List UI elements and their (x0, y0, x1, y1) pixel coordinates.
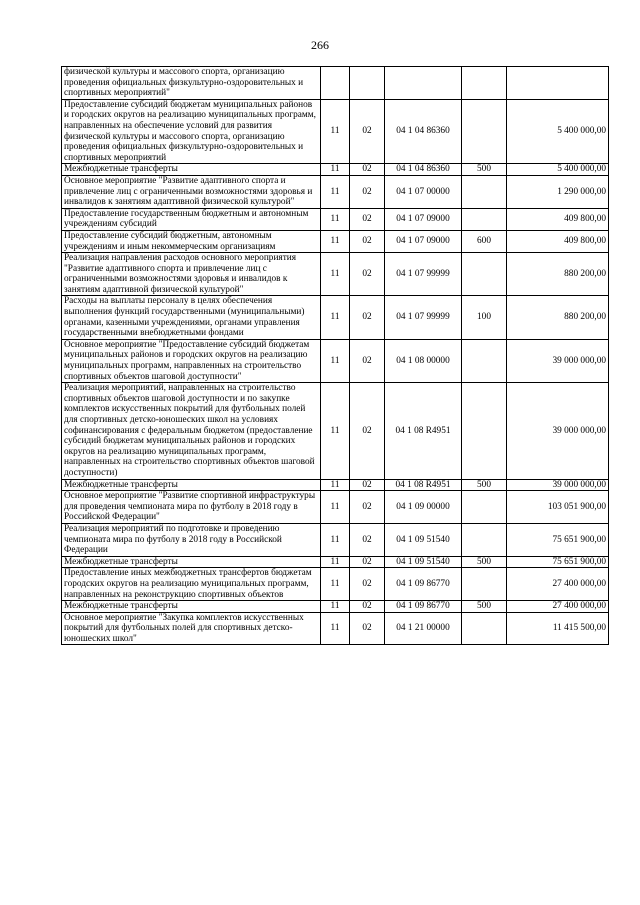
cell-expense-type: 500 (462, 479, 507, 491)
cell-name: Межбюджетные трансферты (62, 479, 321, 491)
cell-name: Основное мероприятие "Развитие спортивной инфраструктуры для проведения чемпионата мира по футболу в 2018 году в Российской Федерации" (62, 491, 321, 524)
cell-expense-type (462, 568, 507, 601)
cell-subsection: 02 (350, 612, 385, 645)
cell-section: 11 (321, 383, 350, 479)
cell-amount: 5 400 000,00 (507, 164, 609, 176)
cell-name: Основное мероприятие "Развитие адаптивного спорта и привлечение лиц с ограниченными возможностями здоровья и инвалидов к занятиям адаптивной физической культурой" (62, 175, 321, 208)
cell-amount: 103 051 900,00 (507, 491, 609, 524)
cell-section: 11 (321, 175, 350, 208)
cell-amount: 27 400 000,00 (507, 601, 609, 613)
cell-subsection: 02 (350, 208, 385, 230)
cell-amount: 409 800,00 (507, 230, 609, 252)
cell-section: 11 (321, 253, 350, 296)
cell-amount: 39 000 000,00 (507, 383, 609, 479)
cell-subsection: 02 (350, 479, 385, 491)
cell-name: физической культуры и массового спорта, организацию проведения официальных физкультурно-оздоровительных и спортивных мероприятий" (62, 67, 321, 100)
cell-section: 11 (321, 491, 350, 524)
cell-expense-type: 500 (462, 556, 507, 568)
cell-amount: 1 290 000,00 (507, 175, 609, 208)
cell-target-item: 04 1 09 51540 (385, 523, 462, 556)
cell-subsection: 02 (350, 383, 385, 479)
cell-expense-type (462, 612, 507, 645)
cell-subsection: 02 (350, 568, 385, 601)
cell-section: 11 (321, 339, 350, 382)
cell-target-item (385, 67, 462, 100)
cell-amount: 39 000 000,00 (507, 479, 609, 491)
table-row (62, 339, 609, 382)
cell-amount (507, 67, 609, 100)
cell-expense-type (462, 99, 507, 164)
cell-expense-type: 100 (462, 296, 507, 339)
cell-target-item: 04 1 08 00000 (385, 339, 462, 382)
cell-subsection: 02 (350, 296, 385, 339)
cell-section (321, 67, 350, 100)
cell-target-item: 04 1 07 09000 (385, 230, 462, 252)
cell-subsection: 02 (350, 164, 385, 176)
cell-name: Основное мероприятие "Предоставление субсидий бюджетам муниципальных районов и городских округов на реализацию муниципальных программ, направленных на строительство спортивных объектов шаговой доступности" (62, 339, 321, 382)
cell-section: 11 (321, 523, 350, 556)
cell-amount: 409 800,00 (507, 208, 609, 230)
cell-section: 11 (321, 296, 350, 339)
table-row (62, 67, 609, 100)
table-row (62, 612, 609, 645)
cell-name: Расходы на выплаты персоналу в целях обеспечения выполнения функций государственными (муниципальными) органами, казенными учреждениями, органами управления государственными внебюджетными фондами (62, 296, 321, 339)
cell-section: 11 (321, 601, 350, 613)
cell-expense-type: 600 (462, 230, 507, 252)
table-row (62, 491, 609, 524)
cell-target-item: 04 1 09 86770 (385, 601, 462, 613)
cell-target-item: 04 1 09 51540 (385, 556, 462, 568)
cell-amount: 39 000 000,00 (507, 339, 609, 382)
budget-table (61, 66, 609, 645)
cell-section: 11 (321, 612, 350, 645)
cell-target-item: 04 1 07 00000 (385, 175, 462, 208)
cell-name: Предоставление субсидий бюджетам муниципальных районов и городских округов на реализацию муниципальных программ, направленных на обеспечение условий для развития физической культуры и массового спорта, организацию проведения официальных физкультурно-оздоровительных и спортивных мероприятий (62, 99, 321, 164)
cell-expense-type (462, 383, 507, 479)
cell-target-item: 04 1 04 86360 (385, 99, 462, 164)
cell-name: Предоставление иных межбюджетных трансфертов бюджетам городских округов на реализацию муниципальных программ, направленных на реконструкцию спортивных объектов (62, 568, 321, 601)
table-row (62, 383, 609, 479)
cell-name: Межбюджетные трансферты (62, 164, 321, 176)
cell-subsection: 02 (350, 253, 385, 296)
cell-section: 11 (321, 556, 350, 568)
cell-subsection: 02 (350, 601, 385, 613)
cell-expense-type: 500 (462, 164, 507, 176)
page-number: 266 (311, 38, 329, 52)
table-row (62, 556, 609, 568)
cell-target-item: 04 1 07 99999 (385, 253, 462, 296)
cell-subsection: 02 (350, 523, 385, 556)
table-row (62, 479, 609, 491)
cell-subsection: 02 (350, 556, 385, 568)
cell-section: 11 (321, 164, 350, 176)
cell-name: Реализация мероприятий по подготовке и проведению чемпионата мира по футболу в 2018 году в Российской Федерации (62, 523, 321, 556)
cell-expense-type (462, 67, 507, 100)
cell-target-item: 04 1 09 86770 (385, 568, 462, 601)
cell-subsection: 02 (350, 491, 385, 524)
table-row (62, 296, 609, 339)
cell-section: 11 (321, 479, 350, 491)
cell-name: Межбюджетные трансферты (62, 601, 321, 613)
table-row (62, 208, 609, 230)
cell-name: Реализация направления расходов основного мероприятия "Развитие адаптивного спорта и привлечение лиц с ограниченными возможностями здоровья и инвалидов к занятиям адаптивной физической культурой" (62, 253, 321, 296)
table-row (62, 175, 609, 208)
cell-expense-type (462, 175, 507, 208)
table-body (62, 67, 609, 645)
cell-subsection: 02 (350, 339, 385, 382)
cell-amount: 27 400 000,00 (507, 568, 609, 601)
table-row (62, 164, 609, 176)
table-row (62, 99, 609, 164)
cell-subsection: 02 (350, 230, 385, 252)
cell-subsection (350, 67, 385, 100)
cell-name: Предоставление субсидий бюджетным, автономным учреждениям и иным некоммерческим организациям (62, 230, 321, 252)
cell-section: 11 (321, 208, 350, 230)
cell-name: Предоставление государственным бюджетным и автономным учреждениям субсидий (62, 208, 321, 230)
table-row (62, 523, 609, 556)
cell-expense-type (462, 253, 507, 296)
cell-name: Реализация мероприятий, направленных на строительство спортивных объектов шаговой доступности и по закупке комплектов искусственных покрытий для футбольных полей для спортивных детско-юношеских школ на условиях софинансирования с федеральным бюджетом (предоставление субсидий бюджетам муниципальных районов и городских округов на реализацию муниципальных программ, направленных на строительство спортивных объектов шаговой доступности) (62, 383, 321, 479)
cell-amount: 880 200,00 (507, 253, 609, 296)
cell-target-item: 04 1 07 09000 (385, 208, 462, 230)
cell-amount: 5 400 000,00 (507, 99, 609, 164)
cell-expense-type (462, 339, 507, 382)
table-row (62, 601, 609, 613)
cell-section: 11 (321, 568, 350, 601)
table-row (62, 230, 609, 252)
cell-subsection: 02 (350, 99, 385, 164)
cell-expense-type (462, 208, 507, 230)
cell-name: Межбюджетные трансферты (62, 556, 321, 568)
table-row (62, 253, 609, 296)
cell-amount: 11 415 500,00 (507, 612, 609, 645)
cell-name: Основное мероприятие "Закупка комплектов искусственных покрытий для футбольных полей для спортивных детско-юношеских школ" (62, 612, 321, 645)
cell-expense-type: 500 (462, 601, 507, 613)
cell-section: 11 (321, 99, 350, 164)
cell-subsection: 02 (350, 175, 385, 208)
cell-section: 11 (321, 230, 350, 252)
cell-amount: 880 200,00 (507, 296, 609, 339)
cell-amount: 75 651 900,00 (507, 523, 609, 556)
cell-target-item: 04 1 07 99999 (385, 296, 462, 339)
cell-target-item: 04 1 09 00000 (385, 491, 462, 524)
cell-amount: 75 651 900,00 (507, 556, 609, 568)
cell-target-item: 04 1 04 86360 (385, 164, 462, 176)
cell-expense-type (462, 491, 507, 524)
cell-expense-type (462, 523, 507, 556)
cell-target-item: 04 1 08 R4951 (385, 479, 462, 491)
cell-target-item: 04 1 08 R4951 (385, 383, 462, 479)
table-row (62, 568, 609, 601)
cell-target-item: 04 1 21 00000 (385, 612, 462, 645)
